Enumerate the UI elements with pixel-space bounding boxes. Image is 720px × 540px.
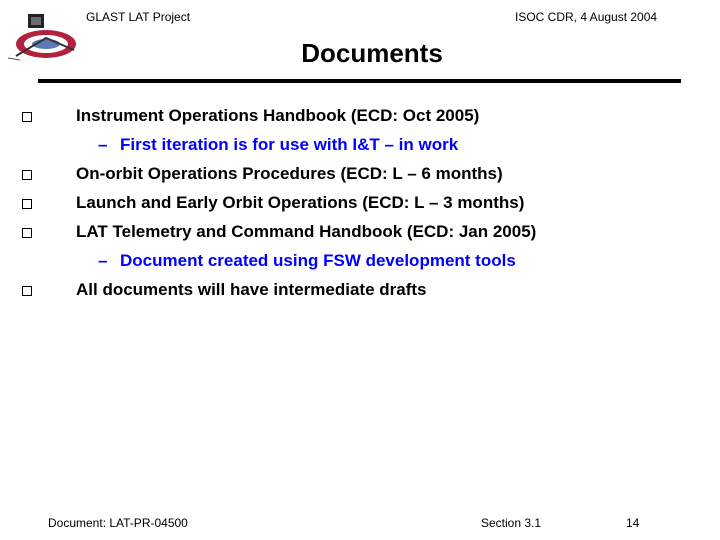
title-divider	[38, 79, 681, 83]
bullet-text: Document created using FSW development tools	[120, 251, 516, 270]
footer-document-id: Document: LAT-PR-04500	[48, 516, 188, 530]
header-project: GLAST LAT Project	[86, 10, 191, 24]
footer-page-number: 14	[626, 516, 640, 530]
bullet-text: Launch and Early Orbit Operations (ECD: L – 3 months)	[76, 193, 525, 212]
checkbox-bullet-icon	[22, 170, 32, 180]
dash-bullet-icon: –	[98, 251, 108, 270]
bullet-text: On-orbit Operations Procedures (ECD: L – 6 months)	[76, 164, 503, 183]
header-event: ISOC CDR, 4 August 2004	[515, 10, 658, 24]
bullet-text: All documents will have intermediate drafts	[76, 280, 427, 299]
dash-bullet-icon: –	[98, 135, 108, 154]
bullet-text: LAT Telemetry and Command Handbook (ECD: Jan 2005)	[76, 222, 537, 241]
checkbox-bullet-icon	[22, 199, 32, 209]
page-title: Documents	[301, 38, 443, 68]
checkbox-bullet-icon	[22, 286, 32, 296]
checkbox-bullet-icon	[22, 112, 32, 122]
footer-section: Section 3.1	[481, 516, 542, 530]
bullet-text: Instrument Operations Handbook (ECD: Oct 2005)	[76, 106, 480, 125]
checkbox-bullet-icon	[22, 228, 32, 238]
bullet-text: First iteration is for use with I&T – in work	[120, 135, 459, 154]
